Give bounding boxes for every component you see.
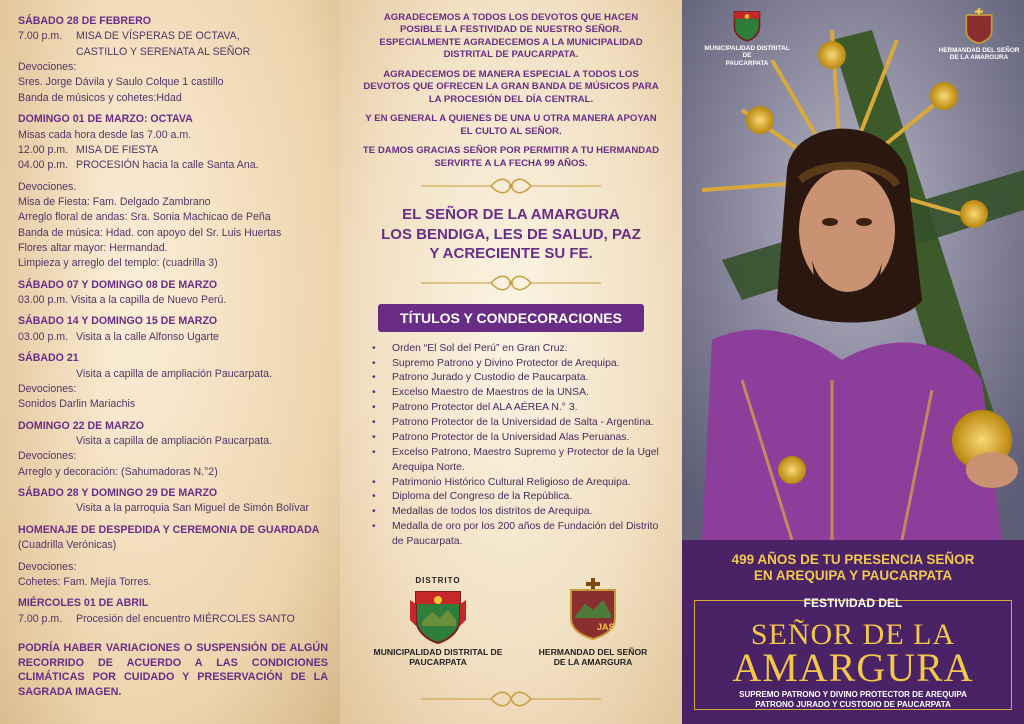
schedule-heading: SÁBADO 14 Y DOMINGO 15 DE MARZO [18,315,218,328]
schedule-line: Visita a capilla de ampliación Paucarpata. [76,367,272,380]
schedule-heading: HOMENAJE DE DESPEDIDA Y CEREMONIA DE GUARDADA [18,523,320,536]
devotion-item: Arreglo floral de andas: Sra. Sonia Machicao de Peña [18,211,271,224]
ornament-divider-icon [421,274,601,292]
devotion-item: Arreglo y decoración: (Sahumadoras N.°2) [18,465,218,478]
brotherhood-crest-icon [567,578,619,640]
list-item: • Excelso Patrono, Maestro Supremo y Protector de la Ugel Arequipa Norte. [370,446,660,476]
schedule-line: CASTILLO Y SERENATA AL SEÑOR [76,45,251,58]
list-item: • Medallas de todos los distritos de Arequipa. [370,505,660,520]
list-item: • Medalla de oro por los 200 años de Fundación del Distrito de Paucarpata. [370,520,660,550]
schedule-heading: SÁBADO 21 [18,352,79,365]
middle-panel [340,0,682,724]
devotion-item: Sonidos Darlin Mariachis [18,398,136,411]
devotions-label: Devociones: [18,450,77,463]
schedule-heading: SÁBADO 28 DE FEBRERO [18,15,152,27]
schedule-line: 04.00 p.m. PROCESIÓN hacia la calle Santa Ana. [18,159,259,172]
devotion-item: Banda de música: Hdad. con apoyo del Sr. Luis Huertas [18,226,282,239]
anniversary-text: 499 AÑOS DE TU PRESENCIA SEÑOR EN AREQUIPA Y PAUCARPATA [731,552,975,584]
list-item: • Patrono Protector del ALA AÉREA N.° 3. [370,401,660,416]
list-item: • Orden “El Sol del Perú” en Gran Cruz. [370,342,660,357]
cover-banner [682,540,1024,724]
devotion-item: Sres. Jorge Dávila y Saulo Colque 1 castillo [18,76,224,89]
schedule-heading: SÁBADO 28 Y DOMINGO 29 DE MARZO [18,487,218,500]
municipality-shield-icon [730,8,764,42]
thanks-paragraph: TE DAMOS GRACIAS SEÑOR POR PERMITIR A TU HERMANDAD SERVIRTE A LA FECHA 99 AÑOS. [362,145,660,169]
schedule-line: Visita a capilla de ampliación Paucarpata. [76,434,272,447]
devotions-label: Devociones. [18,180,77,193]
devotions-label: Devociones: [18,560,77,573]
schedule-heading: DOMINGO 01 DE MARZO: OCTAVA [18,113,193,126]
devotion-item: Banda de músicos y cohetes:Hdad [18,91,182,104]
municipality-shield-icon [408,586,468,644]
cover-title-line1: SEÑOR DE LA [750,618,956,651]
brotherhood-logo: JAS HERMANDAD DEL SEÑOR DE LA AMARGURA [528,578,658,668]
thanks-paragraph: Y EN GENERAL A QUIENES DE UNA U OTRA MANERA APOYAN EL CULTO AL SEÑOR. [365,113,657,137]
festivity-label: FESTIVIDAD DEL [803,596,903,610]
list-item: • Patrono Jurado y Custodio de Paucarpata. [370,371,660,386]
list-item: • Patrono Protector de la Universidad Alas Peruanas. [370,431,660,446]
municipality-logo: DISTRITO MUNICIPALIDAD DISTRITAL DE PAUCARPATA [373,576,503,668]
devotions-label: Devociones: [18,382,77,395]
devotion-item: Flores altar mayor: Hermandad. [18,242,168,255]
schedule-line: 7.00 p.m. Procesión del encuentro MIÉRCOLES SANTO [18,612,295,625]
acknowledgements [362,12,660,170]
devotions-label: Devociones: [18,61,77,74]
schedule-heading: SÁBADO 07 Y DOMINGO 08 DE MARZO [18,278,218,291]
schedule-line: 03.00 p.m. Visita a la calle Alfonso Ugarte [18,330,219,343]
list-item: • Patrono Protector de la Universidad de Salta - Argentina. [370,416,660,431]
devotion-item: Cohetes: Fam. Mejía Torres. [18,575,152,588]
list-item: • Excelso Maestro de Maestros de la UNSA. [370,386,660,401]
schedule-panel [0,0,340,724]
municipality-small-logo: MUNICIPALIDAD DISTRITAL DE PAUCARPATA [702,8,792,68]
devotion-item: Limpieza y arreglo del templo: (cuadrilla 3) [18,257,218,270]
cover-panel [682,0,1024,724]
statue-photo [682,0,1024,540]
schedule-heading: DOMINGO 22 DE MARZO [18,419,144,432]
ornament-divider-icon [421,690,601,708]
schedule-heading: MIÉRCOLES 01 DE ABRIL [18,597,149,610]
cover-subtitle: SUPREMO PATRONO Y DIVINO PROTECTOR DE AREQUIPA PATRONO JURADO Y CUSTODIO DE PAUCARPATA [739,690,967,710]
thanks-paragraph: AGRADECEMOS DE MANERA ESPECIAL A TODOS LOS DEVOTOS QUE OFRECEN LA GRAN BANDA DE MÚSICOS PARA LA PROCESIÓN DEL DÍA CENTRAL. [363,68,659,105]
schedule-line: Misas cada hora desde las 7.00 a.m. [18,128,192,141]
weather-warning: PODRÍA HABER VARIACIONES O SUSPENSIÓN DE ALGÚN RECORRIDO DE ACUERDO A LAS CONDICIONES CLIMÁTICAS POR CUIDADO Y PRESERVACIÓN DE LA SAGRADA IMAGEN. [18,641,328,698]
lord-of-bitterness-image [682,0,1024,540]
schedule-line: (Cuadrilla Verónicas) [18,539,117,552]
schedule-line: Visita a la parroquia San Miguel de Simón Bolívar [76,502,309,515]
schedule-line: 7.00 p.m. MISA DE VÍSPERAS DE OCTAVA, [18,30,240,43]
blessing-text: EL SEÑOR DE LA AMARGURA LOS BENDIGA, LES DE SALUD, PAZ Y ACRECIENTE SU FE. [381,206,641,263]
titles-list [370,342,660,550]
titles-header: TÍTULOS Y CONDECORACIONES [378,304,644,332]
brotherhood-crest-icon [964,8,994,44]
devotion-item: Misa de Fiesta: Fam. Delgado Zambrano [18,195,211,208]
schedule-line: 12.00 p.m. MISA DE FIESTA [18,143,159,156]
thanks-paragraph: AGRADECEMOS A TODOS LOS DEVOTOS QUE HACEN POSIBLE LA FESTIVIDAD DE NUESTRO SEÑOR. ESPECIALMENTE AGRADECEMOS A LA MUNICIPALIDAD DISTRITAL DE PAUCARPATA. [379,12,643,61]
svg-text:JAS: JAS [597,622,615,632]
list-item: • Supremo Patrono y Divino Protector de Arequipa. [370,357,660,372]
list-item: • Diploma del Congreso de la República. [370,490,660,505]
list-item: • Patrimonio Histórico Cultural Religioso de Arequipa. [370,476,660,491]
ornament-divider-icon [421,177,601,195]
cover-title-line2: AMARGURA [732,645,974,690]
schedule-line: 03.00 p.m. Visita a la capilla de Nuevo Perú. [18,294,227,307]
brotherhood-small-logo: HERMANDAD DEL SEÑOR DE LA AMARGURA [934,8,1024,62]
